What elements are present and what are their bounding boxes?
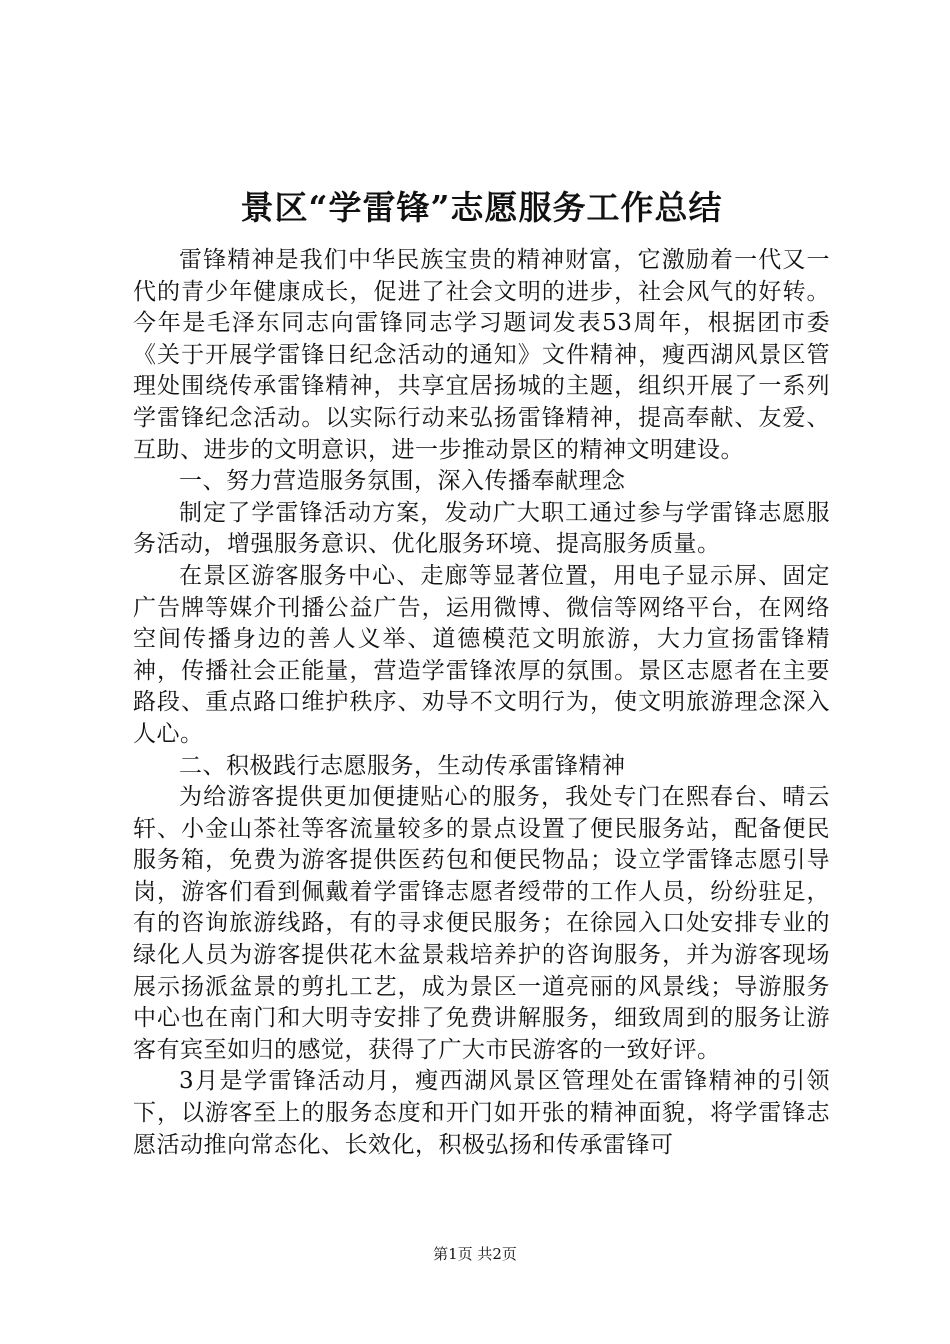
document-body [133,245,830,1161]
paragraph: 制定了学雷锋活动方案，发动广大职工通过参与学雷锋志愿服务活动，增强服务意识、优化服务环境、提高服务质量。 [133,499,830,558]
page-footer: 第1页 共2页 [433,1245,517,1263]
paragraph: 为给游客提供更加便捷贴心的服务，我处专门在熙春台、晴云轩、小金山茶社等客流量较多的景点设置了便民服务站，配备便民服务箱，免费为游客提供医药包和便民物品；设立学雷锋志愿引导岗，游客们看到佩戴着学雷锋志愿者绶带的工作人员，纷纷驻足，有的咨询旅游线路，有的寻求便民服务；在徐园入口处安排专业的绿化人员为游客提供花木盆景栽培养护的咨询服务，并为游客现场展示扬派盆景的剪扎工艺，成为景区一道亮丽的风景线；导游服务中心也在南门和大明寺安排了免费讲解服务，细致周到的服务让游客有宾至如归的感觉，获得了广大市民游客的一致好评。 [133,784,830,1063]
section-heading-1: 一、努力营造服务氛围，深入传播奉献理念 [179,468,626,495]
paragraph: 在景区游客服务中心、走廊等显著位置，用电子显示屏、固定广告牌等媒介刊播公益广告，运用微博、微信等网络平台，在网络空间传播身边的善人义举、道德模范文明旅游，大力宣扬雷锋精神，传播社会正能量，营造学雷锋浓厚的氛围。景区志愿者在主要路段、重点路口维护秩序、劝导不文明行为，使文明旅游理念深入人心。 [133,562,830,747]
paragraph: 3月是学雷锋活动月，瘦西湖风景区管理处在雷锋精神的引领下，以游客至上的服务态度和开门如开张的精神面貌，将学雷锋志愿活动推向常态化、长效化，积极弘扬和传承雷锋可 [133,1068,830,1158]
paragraph-intro: 雷锋精神是我们中华民族宝贵的精神财富，它激励着一代又一代的青少年健康成长，促进了社会文明的进步，社会风气的好转。今年是毛泽东同志向雷锋同志学习题词发表53周年，根据团市委《关于开展学雷锋日纪念活动的通知》文件精神，瘦西湖风景区管理处围绕传承雷锋精神，共享宜居扬城的主题，组织开展了一系列学雷锋纪念活动。以实际行动来弘扬雷锋精神，提高奉献、友爱、互助、进步的文明意识，进一步推动景区的精神文明建设。 [133,247,830,463]
section-heading-2: 二、积极践行志愿服务，生动传承雷锋精神 [179,752,626,779]
document-title: 景区“学雷锋”志愿服务工作总结 [240,188,723,227]
